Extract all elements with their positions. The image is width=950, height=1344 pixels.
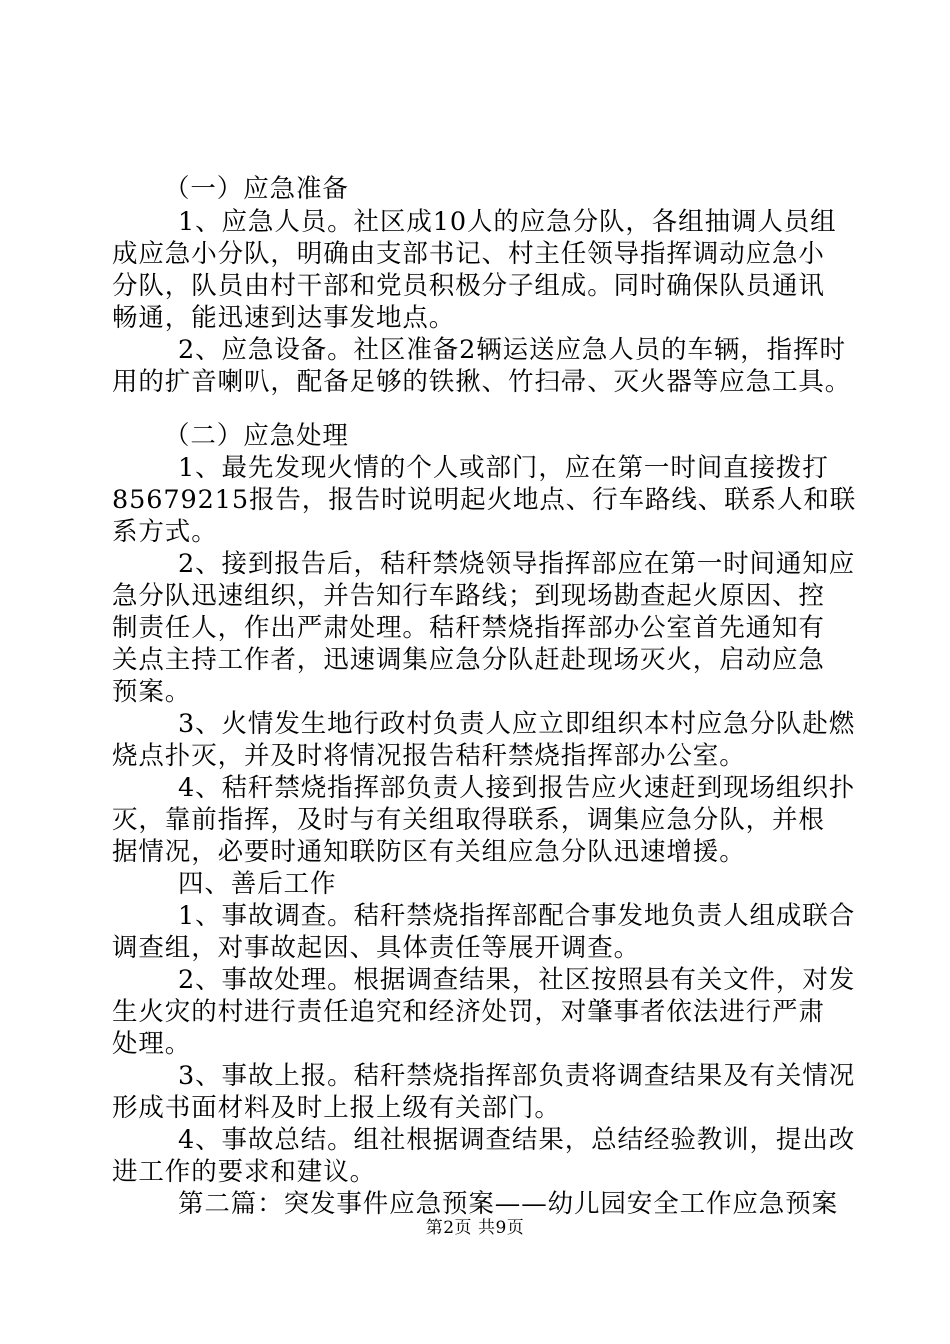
paragraph-line: 4、秸秆禁烧指挥部负责人接到报告应火速赶到现场组织扑 [178, 773, 856, 803]
paragraph-line: 烧点扑灭，并及时将情况报告秸秆禁烧指挥部办公室。 [112, 741, 746, 771]
paragraph-line: 制责任人，作出严肃处理。秸秆禁烧指挥部办公室首先通知有 [112, 613, 825, 643]
paragraph-line: 2、接到报告后，秸秆禁烧领导指挥部应在第一时间通知应 [178, 549, 856, 579]
chapter-title-line: 第二篇：突发事件应急预案——幼儿园安全工作应急预案 [178, 1189, 839, 1219]
section-heading-handling: （二）应急处理 [164, 421, 349, 451]
paragraph-line: 2、事故处理。根据调查结果，社区按照县有关文件，对发 [178, 965, 856, 995]
paragraph-line: 关点主持工作者，迅速调集应急分队赶赴现场灭火，启动应急 [112, 645, 825, 675]
paragraph-line: 85679215报告，报告时说明起火地点、行车路线、联系人和联 [112, 485, 857, 515]
paragraph-line: 形成书面材料及时上报上级有关部门。 [112, 1093, 561, 1123]
paragraph-line: 处理。 [112, 1029, 192, 1059]
paragraph-line: 调查组，对事故起因、具体责任等展开调查。 [112, 933, 641, 963]
paragraph-line: 据情况，必要时通知联防区有关组应急分队迅速增援。 [112, 837, 746, 867]
paragraph-line: 2、应急设备。社区准备2辆运送应急人员的车辆，指挥时 [178, 335, 846, 365]
paragraph-line: 成应急小分队，明确由支部书记、村主任领导指挥调动应急小 [112, 239, 825, 269]
paragraph-line: 预案。 [112, 677, 192, 707]
paragraph-line: 1、最先发现火情的个人或部门，应在第一时间直接拨打 [178, 453, 829, 483]
paragraph-line: 进工作的要求和建议。 [112, 1157, 377, 1187]
paragraph-line: 3、火情发生地行政村负责人应立即组织本村应急分队赴燃 [178, 709, 856, 739]
paragraph-line: 4、事故总结。组社根据调查结果，总结经验教训，提出改 [178, 1125, 856, 1155]
paragraph-line: 用的扩音喇叭，配备足够的铁揪、竹扫帚、灭火器等应急工具。 [112, 367, 852, 397]
paragraph-line: 1、应急人员。社区成10人的应急分队，各组抽调人员组 [178, 207, 837, 237]
paragraph-line: 畅通，能迅速到达事发地点。 [112, 303, 456, 333]
paragraph-line: 灭，靠前指挥，及时与有关组取得联系，调集应急分队，并根 [112, 805, 825, 835]
section-heading-preparation: （一）应急准备 [164, 174, 349, 204]
paragraph-line: 生火灾的村进行责任追究和经济处罚，对肇事者依法进行严肃 [112, 997, 825, 1027]
paragraph-line: 分队，队员由村干部和党员积极分子组成。同时确保队员通讯 [112, 271, 825, 301]
paragraph-line: 3、事故上报。秸秆禁烧指挥部负责将调查结果及有关情况 [178, 1061, 856, 1091]
paragraph-line: 1、事故调查。秸秆禁烧指挥部配合事发地负责人组成联合 [178, 901, 856, 931]
paragraph-line: 系方式。 [112, 517, 218, 547]
page-number-footer: 第2页 共9页 [425, 1218, 525, 1238]
paragraph-line: 急分队迅速组织，并告知行车路线；到现场勘查起火原因、控 [112, 581, 825, 611]
section-heading-aftermath: 四、善后工作 [178, 869, 337, 899]
